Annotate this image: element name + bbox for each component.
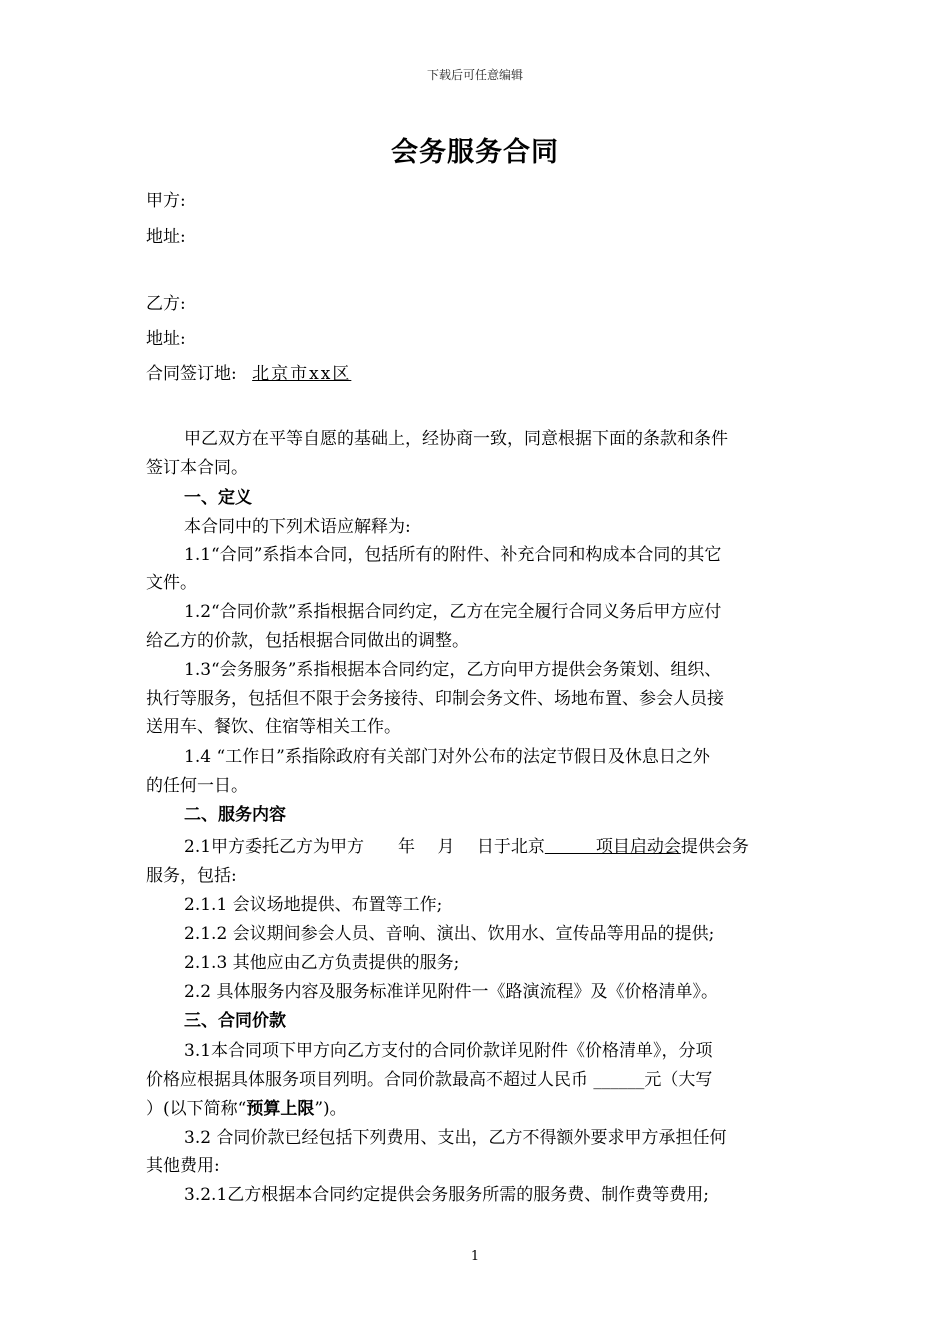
document-title: 会务服务合同 — [391, 137, 559, 168]
clause-2-1-2: 2.1.2 会议期间参会人员、音响、演出、饮用水、宣传品等用品的提供; — [184, 924, 715, 944]
clause-1-2-line-2: 给乙方的价款，包括根据合同做出的调整。 — [146, 631, 469, 651]
clause-3-1-prefix: 价格应根据具体服务项目列明。合同价款最高不超过人民币 — [146, 1070, 588, 1090]
clause-1-3-line-3: 送用车、餐饮、住宿等相关工作。 — [146, 717, 401, 737]
clause-1-4-line-1: 1.4 “工作日”系指除政府有关部门对外公布的法定节假日及休息日之外 — [184, 747, 710, 767]
clause-1-3-line-1: 1.3“会务服务”系指根据本合同约定，乙方向甲方提供会务策划、组织、 — [184, 660, 722, 680]
clause-2-1-prefix: 2.1甲方委托乙方为甲方 年 月 日于北京 — [184, 837, 545, 857]
section-1-heading: 一、定义 — [184, 488, 252, 508]
clause-2-1-1: 2.1.1 会议场地提供、布置等工作; — [184, 895, 443, 915]
clause-3-1-abbr-prefix: ）(以下简称“ — [146, 1099, 247, 1119]
section-2-heading: 二、服务内容 — [184, 805, 286, 825]
clause-3-1-line-1: 3.1本合同项下甲方向乙方支付的合同价款详见附件《价格清单》，分项 — [184, 1041, 713, 1061]
clause-3-1-suffix: 元（大写 — [644, 1070, 713, 1090]
signing-place-value: 北京市xx区 — [252, 364, 352, 384]
clause-1-1-line-2: 文件。 — [146, 573, 197, 593]
budget-cap-term: 预算上限 — [246, 1099, 315, 1119]
clause-2-1-3: 2.1.3 其他应由乙方负责提供的服务; — [184, 953, 460, 973]
clause-1-1-line-1: 1.1“合同”系指本合同，包括所有的附件、补充合同和构成本合同的其它 — [184, 545, 722, 565]
clause-2-1-line-1 — [184, 833, 854, 862]
clause-1-3-line-2: 执行等服务，包括但不限于会务接待、印制会务文件、场地布置、参会人员接 — [146, 689, 724, 709]
header-note: 下载后可任意编辑 — [426, 68, 523, 82]
clause-2-1-suffix: 提供会务 — [680, 837, 749, 857]
intro-line-1: 甲乙双方在平等自愿的基础上，经协商一致，同意根据下面的条款和条件 — [184, 429, 728, 449]
clause-1-4-line-2: 的任何一日。 — [146, 776, 248, 796]
amount-blank: ______ — [593, 1070, 645, 1090]
party-b-label: 乙方: — [146, 294, 186, 314]
signing-place — [146, 360, 816, 389]
clause-3-2-line-1: 3.2 合同价款已经包括下列费用、支出，乙方不得额外要求甲方承担任何 — [184, 1128, 727, 1148]
clause-3-1-line-3 — [146, 1095, 816, 1124]
page-number: 1 — [470, 1249, 480, 1264]
clause-3-1-line-2 — [146, 1066, 816, 1095]
party-b-address-label: 地址: — [146, 329, 186, 349]
signing-place-label: 合同签订地: — [146, 364, 237, 384]
intro-line-2: 签订本合同。 — [146, 458, 248, 478]
clause-3-1-abbr-suffix: ”)。 — [314, 1099, 347, 1119]
clause-1-2-line-1: 1.2“合同价款”系指根据合同约定，乙方在完全履行合同义务后甲方应付 — [184, 602, 722, 622]
clause-2-1-line-2: 服务，包括: — [146, 866, 237, 886]
section-1-intro: 本合同中的下列术语应解释为: — [184, 517, 411, 537]
clause-2-1-project: 项目启动会 — [544, 837, 681, 857]
party-a-address-label: 地址: — [146, 227, 186, 247]
clause-3-2-1: 3.2.1乙方根据本合同约定提供会务服务所需的服务费、制作费等费用; — [184, 1185, 709, 1205]
clause-2-2: 2.2 具体服务内容及服务标准详见附件一《路演流程》及《价格清单》。 — [184, 982, 718, 1002]
clause-3-2-line-2: 其他费用: — [146, 1156, 220, 1176]
section-3-heading: 三、合同价款 — [184, 1011, 286, 1031]
party-a-label: 甲方: — [146, 191, 186, 211]
